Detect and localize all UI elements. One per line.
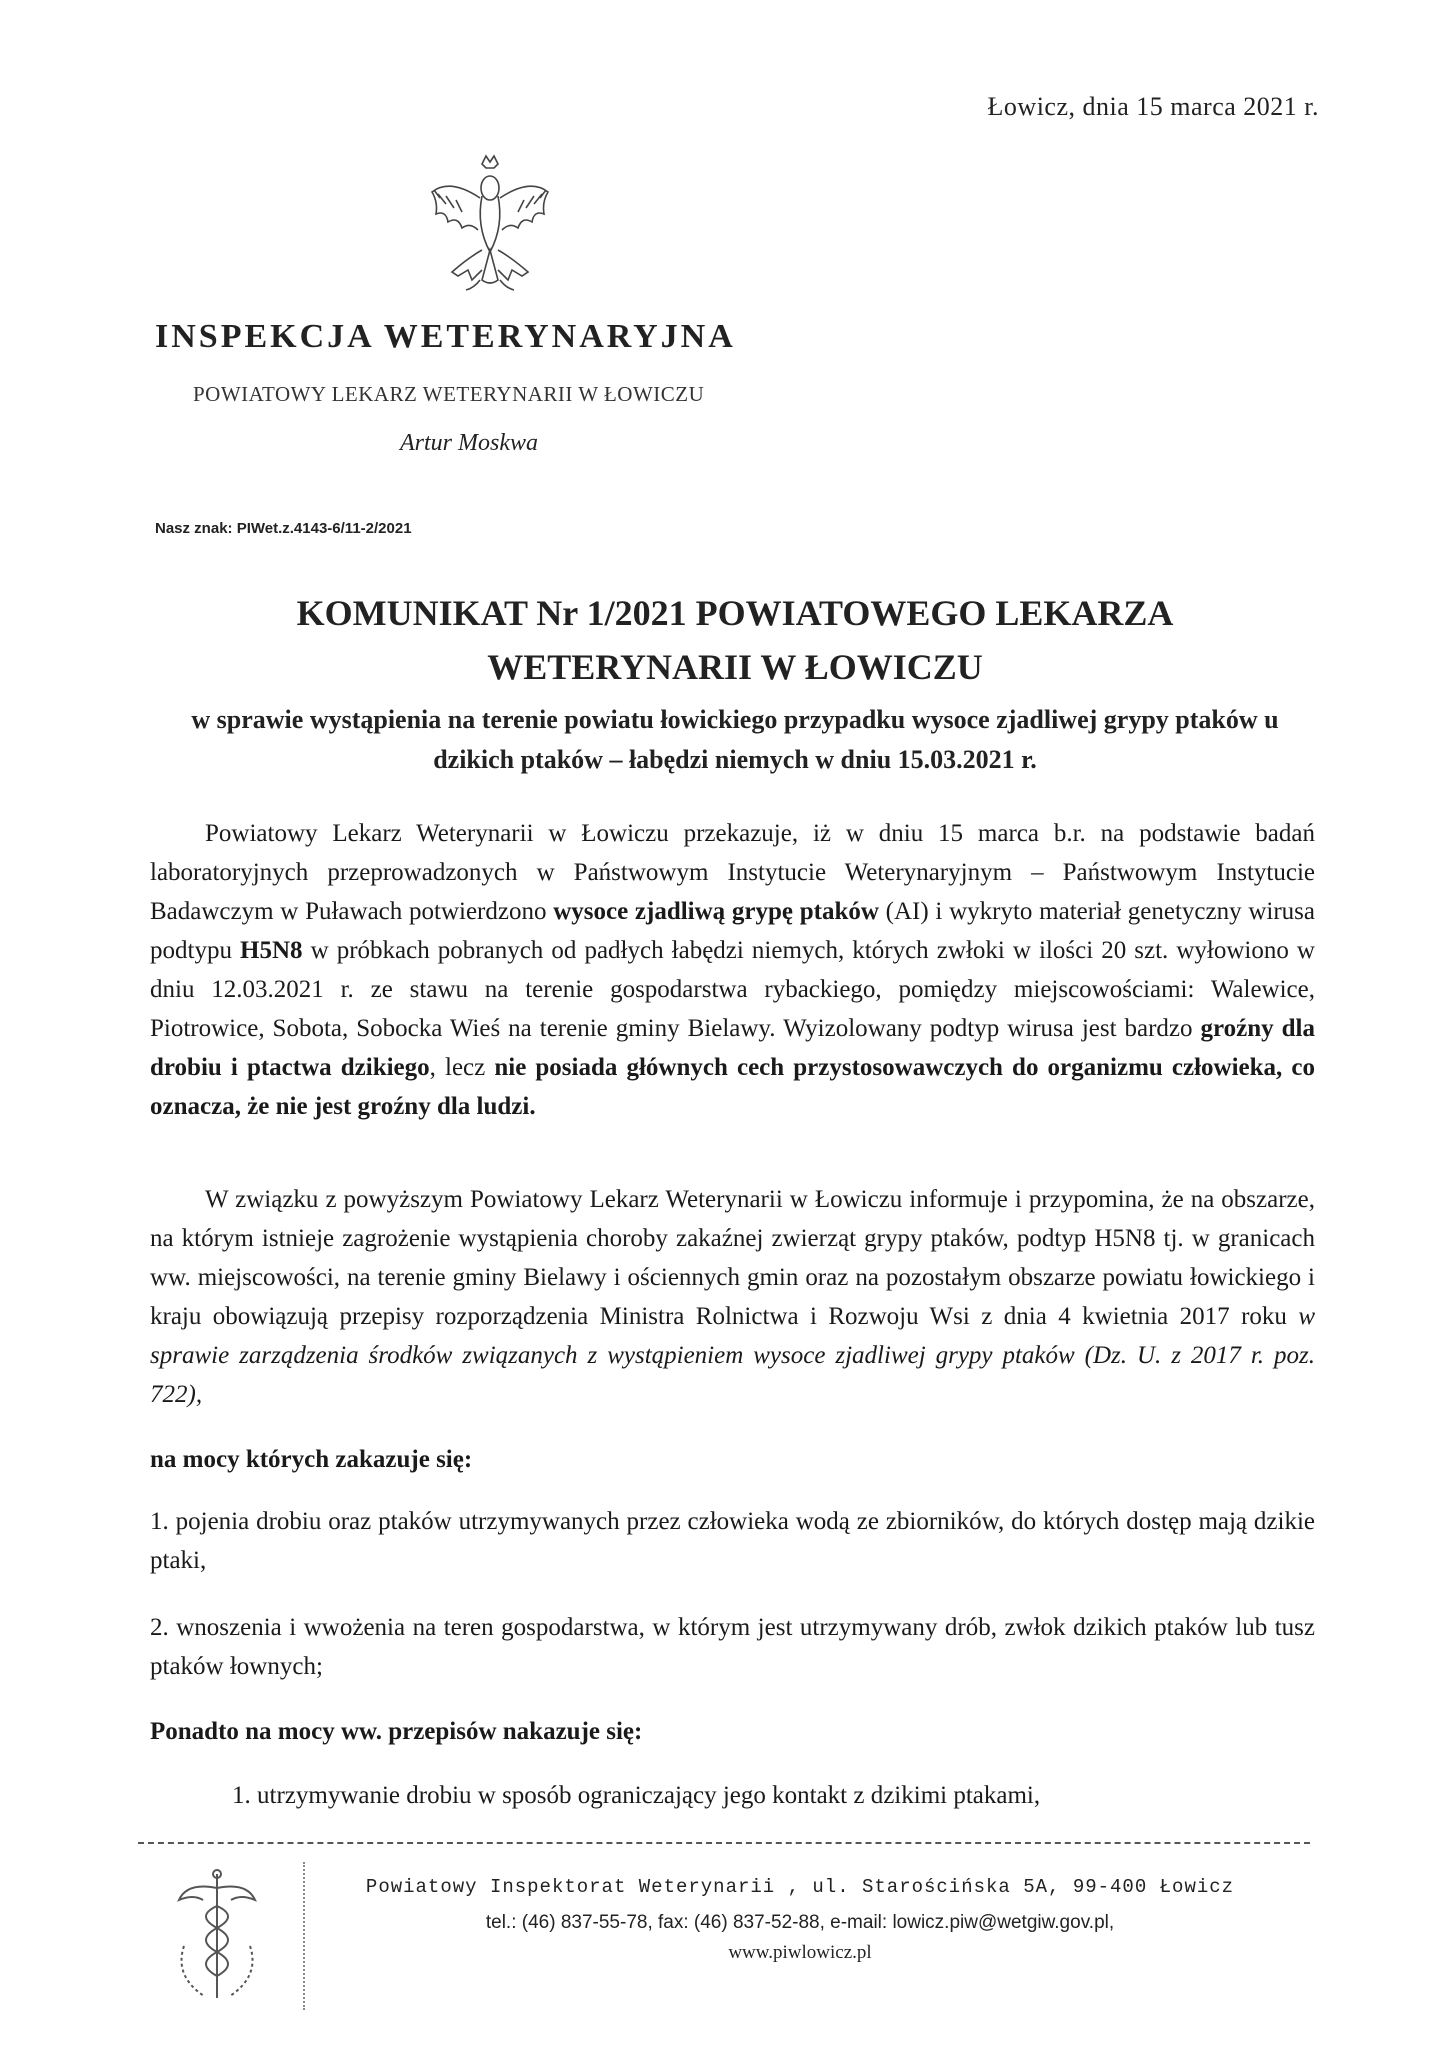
ban-item-2: 2. wnoszenia i wwożenia na teren gospodarstwa, w którym jest utrzymywany drób, zwłok dzikich ptaków lub tusz ptaków łownych; [150,1614,1315,1680]
p1-bold-c: groźny dla drobiu i ptactwa dzikiego [150,1015,1315,1081]
footer-address: Powiatowy Inspektorat Weterynarii , ul. Starościńska 5A, 99-400 Łowicz [365,1876,1235,1898]
polish-eagle-emblem-icon [420,150,560,300]
paragraph-announcement [150,814,1315,1126]
footer-vertical-rule [303,1862,305,2010]
p2-text: W związku z powyższym Powiatowy Lekarz Weterynarii w Łowiczu informuje i przypomina, że na obszarze, na którym istnieje zagrożenie wystąpienia choroby zakaźnej zwierząt grypy ptaków, podtyp H5N8 tj. w granicach ww. miejscowości, na terenie gminy Bielawy i ościennych gmin oraz na pozostałym obszarze powiatu łowickiego i kraju obowiązują przepisy rozporządzenia Ministra Rolnictwa i Rozwoju Wsi z dnia 4 kwietnia 2017 roku [150,1186,1315,1330]
order-heading: Ponadto na mocy ww. przepisów nakazuje się: [150,1718,643,1745]
p1-bold-a: wysoce zjadliwą grypę ptaków [553,898,879,925]
footer-contact: tel.: (46) 837-55-78, fax: (46) 837-52-88, e-mail: lowicz.piw@wetgiw.gov.pl, [485,1912,1115,1933]
reference-number: Nasz znak: PIWet.z.4143-6/11-2/2021 [155,520,412,537]
p2-italic: w sprawie zarządzenia środków związanych z wystąpieniem wysoce zjadliwej grypy ptaków (Dz. U. z 2017 r. poz. 722), [150,1303,1315,1408]
p1-text-c: w próbkach pobranych od padłych łabędzi niemych, których zwłoki w ilości 20 szt. wyłowiono w dniu 12.03.2021 r. ze stawu na terenie gospodarstwa rybackiego, pomiędzy miejscowościami: Walewice, Piotrowice, Sobota, Sobocka Wieś na terenie gminy Bielawy. Wyizolowany podtyp wirusa jest bardzo [150,937,1315,1042]
document-subtitle: w sprawie wystąpienia na terenie powiatu łowickiego przypadku wysoce zjadliwej grypy ptaków u dzikich ptaków – łabędzi niemych w dniu 15.03.2021 r. [191,705,1279,774]
organization-name: INSPEKCJA WETERYNARYJNA [155,318,736,355]
p1-text-a: Powiatowy Lekarz Weterynarii w Łowiczu przekazuje, iż w dniu 15 marca b.r. na podstawie badań laboratoryjnych przeprowadzonych w Państwowym Instytucie Weterynaryjnym – Państwowym Instytucie Badawczym w Puławach potwierdzono [150,820,1315,925]
document-title-line-2: WETERYNARII W ŁOWICZU [487,647,983,687]
p1-bold-b: H5N8 [240,937,303,964]
footer-divider [138,1842,1310,1844]
caduceus-logo-icon [172,1866,262,2006]
officer-name: Artur Moskwa [400,430,538,456]
office-name: POWIATOWY LEKARZ WETERYNARII W ŁOWICZU [193,382,705,406]
footer-website: www.piwlowicz.pl [728,1942,872,1963]
paragraph-regulations [150,1180,1315,1414]
p1-text-d: , lecz [429,1054,495,1081]
document-title-line-1: KOMUNIKAT Nr 1/2021 POWIATOWEGO LEKARZA [296,593,1174,633]
p1-text-b: (AI) i wykryto materiał genetyczny wirusa podtypu [150,898,1316,964]
ban-item-1: 1. pojenia drobiu oraz ptaków utrzymywanych przez człowieka wodą ze zbiorników, do których dostęp mają dzikie ptaki, [150,1508,1315,1574]
p1-bold-d: nie posiada głównych cech przystosowawczych do organizmu człowieka, co oznacza, że nie jest groźny dla ludzi. [150,1054,1316,1120]
order-item-1: 1. utrzymywanie drobiu w sposób ograniczający jego kontakt z dzikimi ptakami, [232,1782,1041,1809]
document-date: Łowicz, dnia 15 marca 2021 r. [987,92,1319,121]
ban-heading: na mocy których zakazuje się: [150,1446,473,1473]
